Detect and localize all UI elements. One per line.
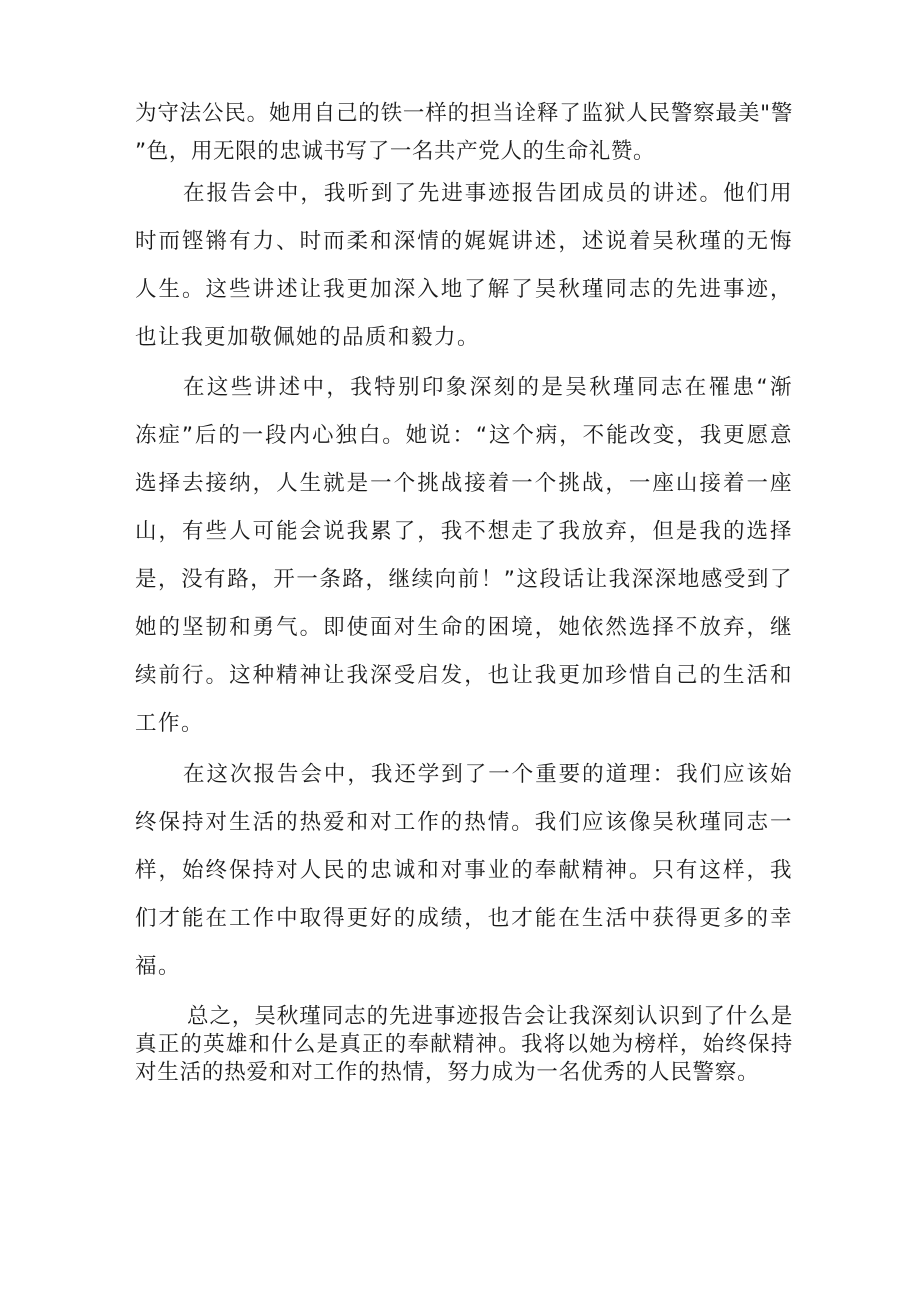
paragraph-1: 为守法公民。她用自己的铁一样的担当诠释了监狱人民警察最美"警”色，用无限的忠诚书写了一名共产党人的生命礼赞。 [135, 101, 793, 164]
paragraph-3: 在这些讲述中，我特别印象深刻的是吴秋瑾同志在罹患“渐冻症”后的一段内心独白。她说：“这个病，不能改变，我更愿意选择去接纳，人生就是一个挑战接着一个挑战，一座山接着一座山，有些人可能会说我累了，我不想走了我放弃，但是我的选择是，没有路，开一条路，继续向前！”这段话让我深深地感受到了她的坚韧和勇气。即使面对生命的困境，她依然选择不放弃，继续前行。这种精神让我深受启发，也让我更加珍惜自己的生活和工作。 [135, 375, 793, 736]
paragraph-4: 在这次报告会中，我还学到了一个重要的道理：我们应该始终保持对生活的热爱和对工作的热情。我们应该像吴秋瑾同志一样，始终保持对人民的忠诚和对事业的奉献精神。只有这样，我们才能在工作中取得更好的成绩，也才能在生活中获得更多的幸福。 [135, 762, 793, 979]
paragraph-5: 总之，吴秋瑾同志的先进事迹报告会让我深刻认识到了什么是真正的英雄和什么是真正的奉献精神。我将以她为榜样，始终保持对生活的热爱和对工作的热情，努力成为一名优秀的人民警察。 [135, 1004, 793, 1085]
paragraph-2: 在报告会中，我听到了先进事迹报告团成员的讲述。他们用时而铿锵有力、时而柔和深情的娓娓讲述，述说着吴秋瑾的无悔人生。这些讲述让我更加深入地了解了吴秋瑾同志的先进事迹，也让我更加敬佩她的品质和毅力。 [135, 181, 793, 350]
